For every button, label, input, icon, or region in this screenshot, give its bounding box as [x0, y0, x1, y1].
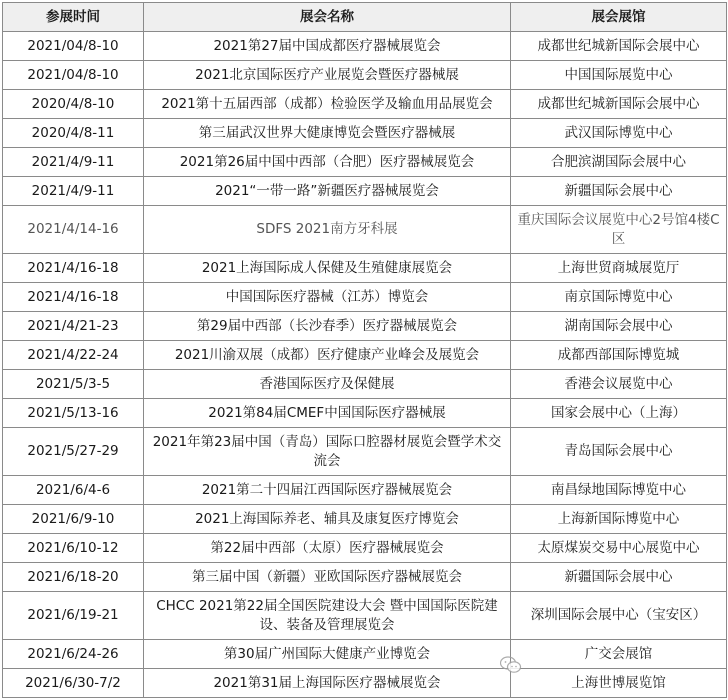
- cell-name: 2021上海国际养老、辅具及康复医疗博览会: [144, 505, 511, 534]
- cell-venue: 南京国际博览中心: [511, 283, 727, 312]
- cell-name: 2021第二十四届江西国际医疗器械展览会: [144, 476, 511, 505]
- table-row: [3, 534, 727, 563]
- cell-name: 2021第27届中国成都医疗器械展览会: [144, 32, 511, 61]
- cell-date: 2021/4/9-11: [3, 148, 144, 177]
- cell-venue: 上海新国际博览中心: [511, 505, 727, 534]
- cell-venue: 湖南国际会展中心: [511, 312, 727, 341]
- table-row: [3, 61, 727, 90]
- table-row: [3, 90, 727, 119]
- table-row: [3, 592, 727, 640]
- cell-name: 2021第26届中国中西部（合肥）医疗器械展览会: [144, 148, 511, 177]
- cell-date: 2021/4/16-18: [3, 283, 144, 312]
- cell-date: 2021/5/3-5: [3, 370, 144, 399]
- cell-date: 2021/04/8-10: [3, 61, 144, 90]
- watermark: [500, 652, 720, 678]
- cell-venue: 广交会展馆: [511, 640, 727, 669]
- cell-name: 第29届中西部（长沙春季）医疗器械展览会: [144, 312, 511, 341]
- cell-date: 2021/6/4-6: [3, 476, 144, 505]
- cell-date: 2021/4/21-23: [3, 312, 144, 341]
- cell-venue: 合肥滨湖国际会展中心: [511, 148, 727, 177]
- cell-name: 香港国际医疗及保健展: [144, 370, 511, 399]
- cell-venue: 武汉国际博览中心: [511, 119, 727, 148]
- wechat-icon: [500, 656, 522, 674]
- cell-date: 2021/5/13-16: [3, 399, 144, 428]
- cell-name: 第三届武汉世界大健康博览会暨医疗器械展: [144, 119, 511, 148]
- cell-date: 2020/4/8-11: [3, 119, 144, 148]
- cell-venue: 重庆国际会议展览中心2号馆4楼C区: [511, 206, 727, 254]
- cell-date: 2021/6/10-12: [3, 534, 144, 563]
- cell-date: 2021/6/24-26: [3, 640, 144, 669]
- cell-venue: 国家会展中心（上海）: [511, 399, 727, 428]
- cell-name: 2021“一带一路”新疆医疗器械展览会: [144, 177, 511, 206]
- header-name: 展会名称: [144, 3, 511, 32]
- table-row: [3, 563, 727, 592]
- cell-name: 2021第31届上海国际医疗器械展览会: [144, 669, 511, 698]
- cell-name: 2021第十五届西部（成都）检验医学及输血用品展览会: [144, 90, 511, 119]
- cell-venue: 深圳国际会展中心（宝安区）: [511, 592, 727, 640]
- cell-name: 2021川渝双展（成都）医疗健康产业峰会及展览会: [144, 341, 511, 370]
- cell-date: 2021/6/19-21: [3, 592, 144, 640]
- cell-venue: 上海世博展览馆: [511, 669, 727, 698]
- cell-name: 2021年第23届中国（青岛）国际口腔器材展览会暨学术交流会: [144, 428, 511, 476]
- header-date: 参展时间: [3, 3, 144, 32]
- table-row: [3, 206, 727, 254]
- cell-date: 2021/6/18-20: [3, 563, 144, 592]
- cell-venue: 新疆国际会展中心: [511, 177, 727, 206]
- cell-date: 2021/4/16-18: [3, 254, 144, 283]
- cell-name: 中国国际医疗器械（江苏）博览会: [144, 283, 511, 312]
- table-row: [3, 312, 727, 341]
- table-row: [3, 341, 727, 370]
- cell-venue: 成都世纪城新国际会展中心: [511, 90, 727, 119]
- cell-name: 2021上海国际成人保健及生殖健康展览会: [144, 254, 511, 283]
- exhibition-table: [2, 2, 727, 698]
- table-row: [3, 177, 727, 206]
- cell-date: 2021/6/30-7/2: [3, 669, 144, 698]
- table-row: [3, 148, 727, 177]
- cell-venue: 中国国际展览中心: [511, 61, 727, 90]
- cell-name: 第三届中国（新疆）亚欧国际医疗器械展览会: [144, 563, 511, 592]
- table-body: [3, 32, 727, 698]
- cell-venue: 太原煤炭交易中心展览中心: [511, 534, 727, 563]
- cell-name: CHCC 2021第22届全国医院建设大会 暨中国国际医院建设、装备及管理展览会: [144, 592, 511, 640]
- table-row: [3, 370, 727, 399]
- cell-name: 2021第84届CMEF中国国际医疗器械展: [144, 399, 511, 428]
- cell-date: 2021/5/27-29: [3, 428, 144, 476]
- table-row: [3, 505, 727, 534]
- cell-venue: 青岛国际会展中心: [511, 428, 727, 476]
- table-row: [3, 428, 727, 476]
- cell-date: 2021/4/9-11: [3, 177, 144, 206]
- table-row: [3, 283, 727, 312]
- cell-date: 2021/6/9-10: [3, 505, 144, 534]
- cell-name: 2021北京国际医疗产业展览会暨医疗器械展: [144, 61, 511, 90]
- header-venue: 展会展馆: [511, 3, 727, 32]
- cell-name: 第30届广州国际大健康产业博览会: [144, 640, 511, 669]
- cell-date: 2021/4/14-16: [3, 206, 144, 254]
- table-row: [3, 254, 727, 283]
- cell-date: 2021/4/22-24: [3, 341, 144, 370]
- table-row: [3, 32, 727, 61]
- cell-venue: 成都西部国际博览城: [511, 341, 727, 370]
- cell-venue: 香港会议展览中心: [511, 370, 727, 399]
- cell-date: 2020/4/8-10: [3, 90, 144, 119]
- cell-date: 2021/04/8-10: [3, 32, 144, 61]
- cell-venue: 成都世纪城新国际会展中心: [511, 32, 727, 61]
- table-row: [3, 399, 727, 428]
- table-header-row: [3, 3, 727, 32]
- table-row: [3, 476, 727, 505]
- cell-venue: 新疆国际会展中心: [511, 563, 727, 592]
- cell-name: 第22届中西部（太原）医疗器械展览会: [144, 534, 511, 563]
- table-row: [3, 119, 727, 148]
- cell-venue: 南昌绿地国际博览中心: [511, 476, 727, 505]
- cell-venue: 上海世贸商城展览厅: [511, 254, 727, 283]
- cell-name: SDFS 2021南方牙科展: [144, 206, 511, 254]
